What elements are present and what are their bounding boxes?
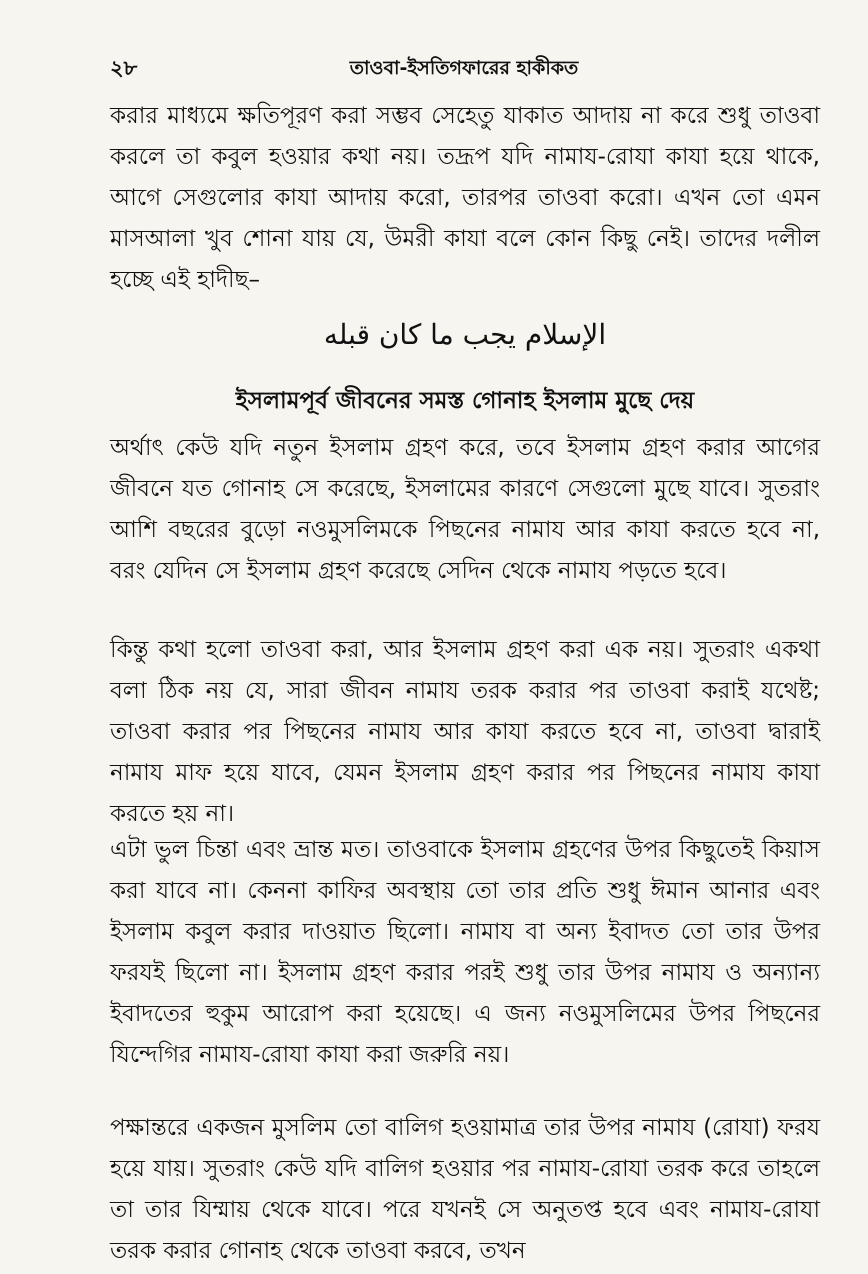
- paragraph-text: করার মাধ্যমে ক্ষতিপূরণ করা সম্ভব সেহেতু যাকাত আদায় না করে শুধু তাওবা করলে তা কবুল হওয়ার কথা নয়। তদ্রূপ যদি নামায-রোযা কাযা হয়ে থাকে, আগে সেগুলোর কাযা আদায় করো, তারপর তাওবা করো। এখন তো এমন মাসআলা খুব শোনা যায় যে, উমরী কাযা বলে কোন কিছু নেই। তাদের দলীল হচ্ছে এই হাদীছ–: [110, 103, 820, 293]
- paragraph-text: এটা ভুল চিন্তা এবং ভ্রান্ত মত। তাওবাকে ইসলাম গ্রহণের উপর কিছুতেই কিয়াস করা যাবে না। কেননা কাফির অবস্থায় তো তার প্রতি শুধু ঈমান আনার এবং ইসলাম কবুল করার দাওয়াত ছিলো। নামায বা অন্য ইবাদত তো তার উপর ফরযই ছিলো না। ইসলাম গ্রহণ করার পরই শুধু তার উপর নামায ও অন্যান্য ইবাদতের হুকুম আরোপ করা হয়েছে। এ জন্য নওমুসলিমের উপর পিছনের যিন্দেগির নামায-রোযা কাযা করা জরুরি নয়।: [110, 837, 820, 1068]
- paragraph-text: পক্ষান্তরে একজন মুসলিম তো বালিগ হওয়ামাত্র তার উপর নামায (রোযা) ফরয হয়ে যায়। সুতরাং কেউ যদি বালিগ হওয়ার পর নামায-রোযা তরক করে তাহলে তা তার যিম্মায় থেকে যাবে। পরে যখনই সে অনুতপ্ত হবে এবং নামায-রোযা তরক করার গোনাহ থেকে তাওবা করবে, তখন: [110, 1115, 820, 1264]
- paragraph-2: [110, 428, 820, 592]
- page-header: [110, 48, 818, 88]
- paragraph-3: [110, 630, 820, 835]
- paragraph-text: অর্থাৎ কেউ যদি নতুন ইসলাম গ্রহণ করে, তবে ইসলাম গ্রহণ করার আগের জীবনে যত গোনাহ সে করেছে, ইসলামের কারণে সেগুলো মুছে যাবে। সুতরাং আশি বছরের বুড়ো নওমুসলিমকে পিছনের নামায আর কাযা করতে হবে না, বরং যেদিন সে ইসলাম গ্রহণ করেছে সেদিন থেকে নামায পড়তে হবে।: [110, 435, 820, 584]
- paragraph-text: কিন্তু কথা হলো তাওবা করা, আর ইসলাম গ্রহণ করা এক নয়। সুতরাং একথা বলা ঠিক নয় যে, সারা জীবন নামায তরক করার পর তাওবা করাই যথেষ্ট; তাওবা করার পর পিছনের নামায আর কাযা করতে হবে না, তাওবা দ্বারাই নামায মাফ হয়ে যাবে, যেমন ইসলাম গ্রহণ করার পর পিছনের নামায কাযা করতে হয় না।: [110, 637, 820, 827]
- page-number: ২৮: [110, 56, 138, 80]
- paragraph-5: [110, 1108, 820, 1272]
- running-title: তাওবা-ইসতিগফারের হাকীকত: [349, 57, 579, 79]
- arabic-hadith: الإسلام يجب ما كان قبله: [323, 318, 607, 351]
- paragraph-4: [110, 830, 820, 1076]
- hadith-translation: ইসলামপূর্ব জীবনের সমস্ত গোনাহ ইসলাম মুছে দেয়: [235, 388, 695, 414]
- paragraph-1: [110, 96, 820, 301]
